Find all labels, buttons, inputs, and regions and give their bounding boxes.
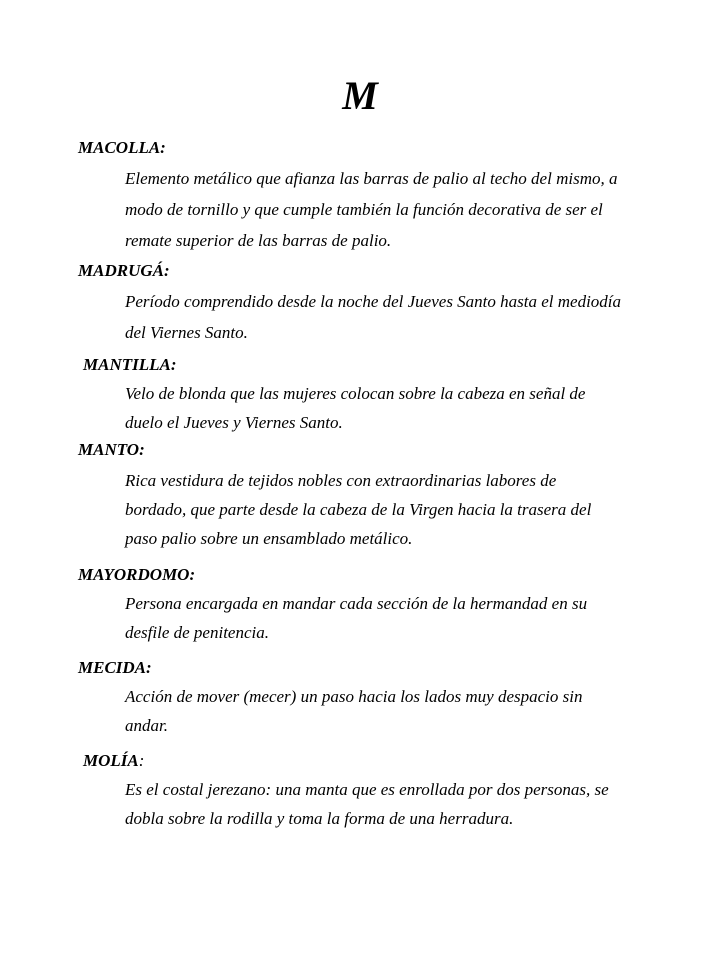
definition-line: andar. xyxy=(125,716,168,735)
definition-line: Persona encargada en mandar cada sección de la hermandad en su xyxy=(125,594,588,613)
page-letter-heading: M xyxy=(342,73,378,118)
glossary-entry-mantilla xyxy=(83,355,683,437)
entry-term: MADRUGÁ: xyxy=(78,261,170,280)
glossary-entry-macolla xyxy=(78,138,678,256)
entry-definition xyxy=(125,466,678,553)
glossary-entry-mayordomo xyxy=(78,565,678,647)
definition-line: Período comprendido desde la noche del Jueves Santo hasta el mediodía xyxy=(125,292,622,311)
entry-term: MANTILLA: xyxy=(83,355,177,374)
entry-term: MACOLLA: xyxy=(78,138,166,157)
definition-line: desfile de penitencia. xyxy=(125,623,269,642)
entry-definition xyxy=(125,163,678,256)
entry-definition xyxy=(125,775,683,833)
definition-line: paso palio sobre un ensamblado metálico. xyxy=(125,529,413,548)
entry-term xyxy=(83,751,683,771)
entry-definition xyxy=(125,286,678,348)
entry-term-word: MOLÍA xyxy=(83,751,139,770)
definition-line: Velo de blonda que las mujeres colocan sobre la cabeza en señal de xyxy=(125,384,586,403)
entry-definition xyxy=(125,589,678,647)
entry-definition xyxy=(125,682,678,740)
definition-line: Rica vestidura de tejidos nobles con extraordinarias labores de xyxy=(125,471,557,490)
entry-term: MAYORDOMO: xyxy=(78,565,196,584)
glossary-entry-molia xyxy=(83,751,683,833)
definition-line: duelo el Jueves y Viernes Santo. xyxy=(125,413,343,432)
entry-definition xyxy=(125,378,683,437)
entry-term: MANTO: xyxy=(78,440,145,459)
definition-line: modo de tornillo y que cumple también la función decorativa de ser el xyxy=(125,200,603,219)
definition-line: bordado, que parte desde la cabeza de la Virgen hacia la trasera del xyxy=(125,500,592,519)
entry-term-colon: : xyxy=(138,751,145,770)
definition-line: Acción de mover (mecer) un paso hacia los lados muy despacio sin xyxy=(125,687,583,706)
glossary-entry-manto xyxy=(78,440,678,553)
definition-line: dobla sobre la rodilla y toma la forma de una herradura. xyxy=(125,809,514,828)
glossary-entry-madruga xyxy=(78,261,678,348)
entry-term: MECIDA: xyxy=(78,658,152,677)
definition-line: del Viernes Santo. xyxy=(125,323,248,342)
definition-line: Elemento metálico que afianza las barras de palio al techo del mismo, a xyxy=(125,169,618,188)
glossary-entry-mecida xyxy=(78,658,678,740)
definition-line: remate superior de las barras de palio. xyxy=(125,231,392,250)
definition-line: Es el costal jerezano: una manta que es enrollada por dos personas, se xyxy=(125,780,609,799)
